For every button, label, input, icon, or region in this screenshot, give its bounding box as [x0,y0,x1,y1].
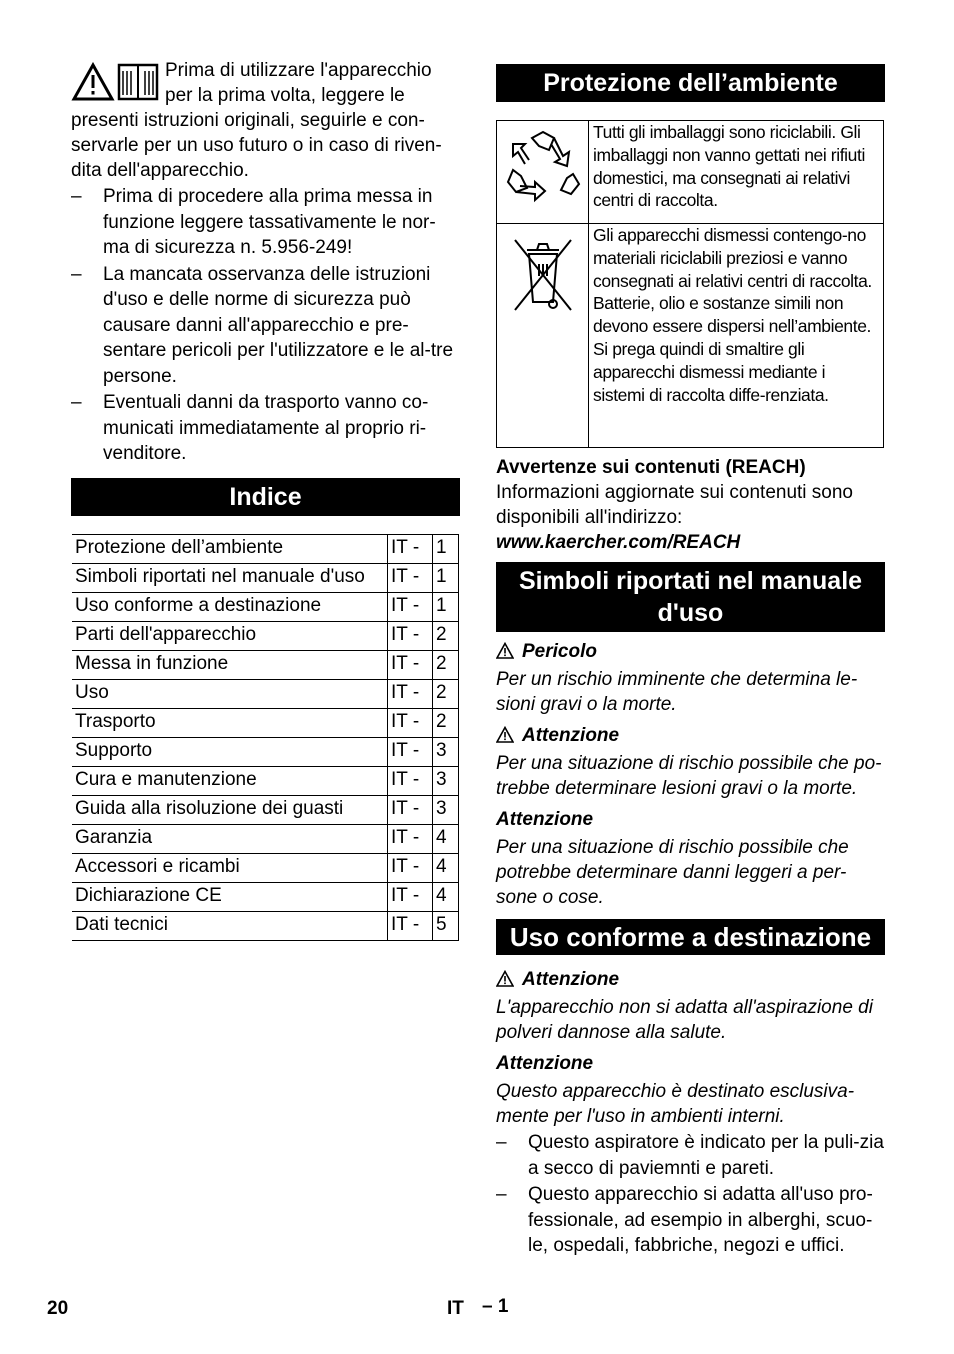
index-entry-lang: IT - [388,766,433,795]
index-entry-lang: IT - [388,592,433,621]
table-row [72,911,459,940]
intended-caution-label: Attenzione [496,1053,594,1074]
table-row [497,121,884,224]
index-entry-page: 1 [433,592,459,621]
index-table [72,534,459,941]
index-entry-page: 2 [433,650,459,679]
left-column [71,58,460,941]
intro-text: Prima di utilizzare l'apparecchio per la prima volta, leggere le presenti istruzioni originali, seguirle e con-servarle per un uso futuro o in caso di riven-dita dell'apparecchio. [71,60,442,181]
intro-icons [71,62,165,108]
index-entry-title: Dati tecnici [72,911,388,940]
right-column [496,58,885,1259]
table-row [72,882,459,911]
index-entry-page: 5 [433,911,459,940]
index-entry-title: Uso conforme a destinazione [72,592,388,621]
index-entry-title: Trasporto [72,708,388,737]
index-entry-page: 4 [433,882,459,911]
index-entry-title: Accessori e ricambi [72,853,388,882]
index-heading: Indice [71,478,460,516]
reach-url[interactable]: www.kaercher.com/REACH [496,532,741,553]
footer-lang: IT [447,1298,464,1319]
index-entry-page: 4 [433,853,459,882]
index-entry-lang: IT - [388,650,433,679]
index-entry-title: Simboli riportati nel manuale d'uso [72,563,388,592]
index-entry-title: Supporto [72,737,388,766]
table-row [72,853,459,882]
reach-text: Informazioni aggiornate sui contenuti sono disponibili all'indirizzo: [496,482,854,528]
index-entry-page: 2 [433,679,459,708]
recycle-icon [505,130,581,208]
list-item: – La mancata osservanza delle istruzioni d'uso e delle norme di sicurezza può causare danni all'apparecchio e pre-sentare pericoli per l'utilizzatore e le al-tre persone. [71,263,454,387]
warning-label: Attenzione [496,723,885,748]
warning-triangle-icon [496,726,514,743]
manual-book-icon [119,65,157,99]
index-entry-lang: IT - [388,853,433,882]
table-row [72,824,459,853]
crossed-bin-icon [511,236,575,314]
index-entry-lang: IT - [388,824,433,853]
index-entry-lang: IT - [388,708,433,737]
warning-triangle-icon [496,642,514,659]
index-entry-lang: IT - [388,737,433,766]
table-row [72,737,459,766]
table-row [72,650,459,679]
intro-list [71,184,460,467]
index-entry-page: 1 [433,534,459,563]
index-entry-lang: IT - [388,679,433,708]
index-entry-title: Dichiarazione CE [72,882,388,911]
table-row [72,679,459,708]
intended-warning-text: L'apparecchio non si adatta all'aspirazione di polveri dannose alla salute. [496,997,873,1043]
environment-table [496,120,884,448]
intended-use-list [496,1130,885,1259]
warning-text: Per una situazione di rischio possibile che po-trebbe determinare lesioni gravi o la morte. [496,753,882,799]
caution-label: Attenzione [496,809,594,830]
list-item: – Eventuali danni da trasporto vanno co-municati immediatamente al proprio ri-venditore. [71,392,429,464]
symbols-heading: Simboli riportati nel manuale d'uso [496,562,885,632]
intended-use-heading: Uso conforme a destinazione [496,919,885,955]
table-row [72,795,459,824]
index-entry-lang: IT - [388,563,433,592]
table-row [72,708,459,737]
page-number: 20 [47,1298,69,1319]
environment-heading: Protezione dell’ambiente [496,64,885,102]
index-entry-lang: IT - [388,911,433,940]
table-row [72,621,459,650]
table-row [497,224,884,448]
warning-triangle-icon [74,65,112,99]
index-entry-title: Protezione dell’ambiente [72,534,388,563]
disposal-text: Gli apparecchi dismessi contengo-no materiali riciclabili preziosi e vanno consegnati ai relativi centri di raccolta. Batterie, olio e sostanze simili non devono essere dispersi nell’ambiente. Si prega quindi di smaltire gli apparecchi dismessi mediante i sistemi di raccolta diffe-renziata. [589,224,884,448]
index-entry-lang: IT - [388,882,433,911]
warning-triangle-icon [496,970,514,987]
list-item: – Prima di procedere alla prima messa in funzione leggere tassativamente le nor-ma di sicurezza n. 5.956-249! [71,186,436,258]
index-entry-page: 2 [433,621,459,650]
index-entry-title: Parti dell'apparecchio [72,621,388,650]
intended-warning-label: Attenzione [496,967,885,992]
table-row [72,534,459,563]
index-entry-title: Messa in funzione [72,650,388,679]
index-entry-page: 3 [433,795,459,824]
index-entry-page: 1 [433,563,459,592]
index-entry-page: 2 [433,708,459,737]
index-entry-title: Guida alla risoluzione dei guasti [72,795,388,824]
index-entry-title: Uso [72,679,388,708]
intended-caution-text: Questo apparecchio è destinato esclusiva-mente per l'uso in ambienti interni. [496,1081,855,1127]
danger-label: Pericolo [496,639,885,664]
reach-heading: Avvertenze sui contenuti (REACH) [496,457,806,478]
recycle-text: Tutti gli imballaggi sono riciclabili. Gli imballaggi non vanno gettati nei rifiuti domestici, ma consegnati ai relativi centri di raccolta. [589,121,884,224]
intro-section [71,58,460,467]
index-entry-title: Garanzia [72,824,388,853]
danger-text: Per un rischio imminente che determina le-sioni gravi o la morte. [496,669,858,715]
index-entry-page: 3 [433,766,459,795]
table-row [72,766,459,795]
footer-section-page: – 1 [482,1296,509,1317]
index-entry-lang: IT - [388,795,433,824]
index-entry-lang: IT - [388,621,433,650]
index-entry-title: Cura e manutenzione [72,766,388,795]
table-row [72,592,459,621]
index-entry-page: 4 [433,824,459,853]
list-item: – Questo apparecchio si adatta all'uso pro-fessionale, ad esempio in alberghi, scuo-le, ospedali, fabbriche, negozi e uffici. [496,1184,873,1256]
index-entry-page: 3 [433,737,459,766]
index-entry-lang: IT - [388,534,433,563]
caution-text: Per una situazione di rischio possibile che potrebbe determinare danni leggeri a per-sone o cose. [496,837,849,908]
table-row [72,563,459,592]
list-item: – Questo aspiratore è indicato per la puli-zia a secco di paviemnti e pareti. [496,1132,884,1179]
